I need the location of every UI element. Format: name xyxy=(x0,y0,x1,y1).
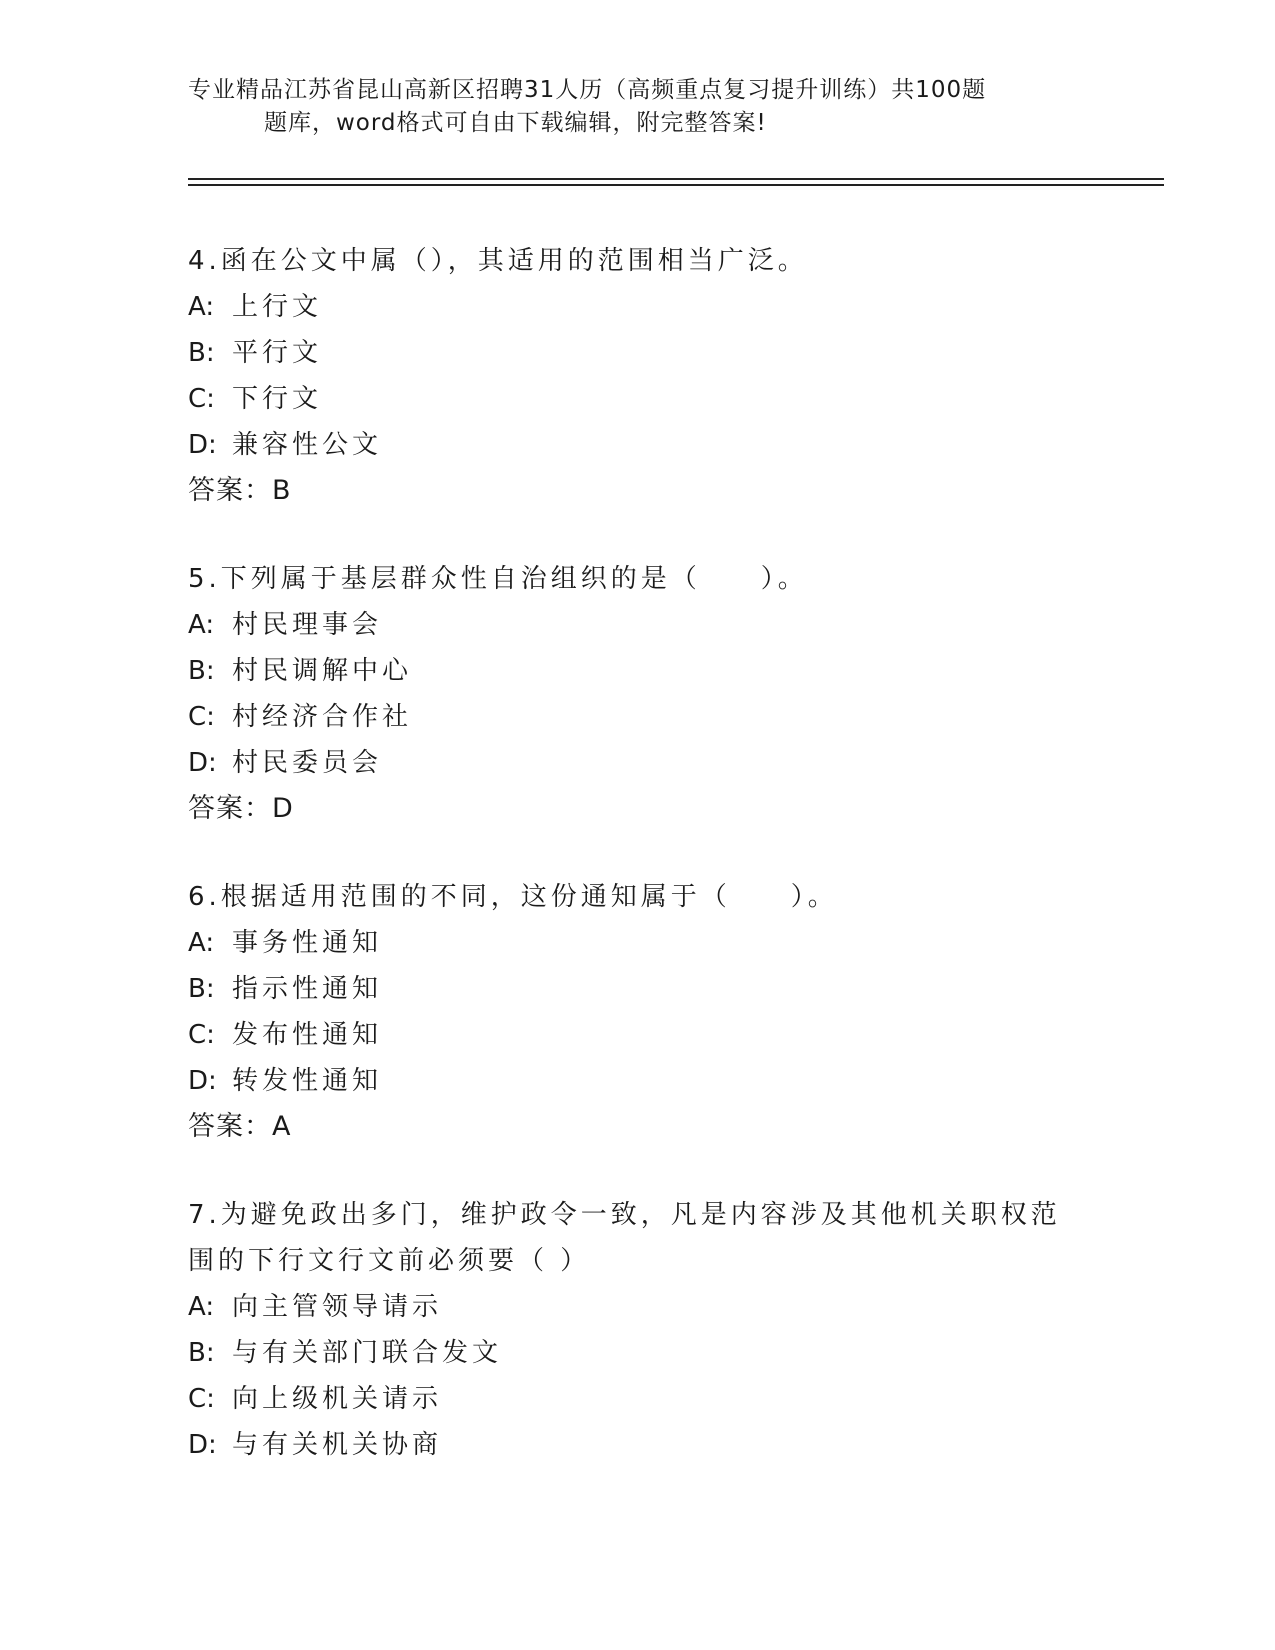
option-text: 村经济合作社 xyxy=(232,702,413,732)
option-key: D: xyxy=(188,748,217,778)
question-stem: 7.为避免政出多门，维护政令一致，凡是内容涉及其他机关职权范围的下行文行文前必须要（ ） xyxy=(188,1200,1061,1276)
option-a xyxy=(188,284,1088,330)
option-b xyxy=(188,1330,1088,1376)
option-b xyxy=(188,966,1088,1012)
title-line-1: 专业精品江苏省昆山高新区招聘31人历（高频重点复习提升训练）共100题 xyxy=(188,77,987,103)
option-key: B: xyxy=(188,1338,215,1368)
option-a xyxy=(188,1284,1088,1330)
option-a xyxy=(188,920,1088,966)
option-text: 村民理事会 xyxy=(232,610,383,640)
answer-line: 答案：A xyxy=(188,1111,292,1142)
option-d xyxy=(188,740,1088,786)
option-text: 向主管领导请示 xyxy=(232,1292,443,1322)
question-7 xyxy=(188,1192,1088,1468)
answer-line: 答案：D xyxy=(188,793,294,824)
question-5 xyxy=(188,556,1088,832)
header-divider-top xyxy=(188,178,1164,180)
option-key: D: xyxy=(188,1430,217,1460)
option-d xyxy=(188,1422,1088,1468)
option-text: 与有关部门联合发文 xyxy=(232,1338,503,1368)
option-key: C: xyxy=(188,1384,215,1414)
question-stem: 5.下列属于基层群众性自治组织的是（ ）。 xyxy=(188,564,808,594)
question-6 xyxy=(188,874,1088,1150)
answer-line: 答案：B xyxy=(188,475,292,506)
header-divider-bottom xyxy=(188,184,1164,186)
option-d xyxy=(188,422,1088,468)
option-text: 兼容性公文 xyxy=(232,430,383,460)
option-key: A: xyxy=(188,610,215,640)
option-key: B: xyxy=(188,656,215,686)
option-text: 平行文 xyxy=(232,338,323,368)
option-key: A: xyxy=(188,928,215,958)
question-stem: 6.根据适用范围的不同，这份通知属于（ ）。 xyxy=(188,882,838,912)
option-b xyxy=(188,330,1088,376)
option-key: A: xyxy=(188,292,215,322)
option-key: D: xyxy=(188,430,217,460)
option-key: B: xyxy=(188,338,215,368)
option-c xyxy=(188,694,1088,740)
option-text: 发布性通知 xyxy=(232,1020,383,1050)
document-title xyxy=(188,74,1068,140)
option-text: 村民调解中心 xyxy=(232,656,413,686)
question-list xyxy=(188,238,1088,1510)
option-text: 村民委员会 xyxy=(232,748,383,778)
option-text: 与有关机关协商 xyxy=(232,1430,443,1460)
option-a xyxy=(188,602,1088,648)
option-c xyxy=(188,376,1088,422)
option-key: A: xyxy=(188,1292,215,1322)
option-b xyxy=(188,648,1088,694)
option-key: B: xyxy=(188,974,215,1004)
option-text: 指示性通知 xyxy=(232,974,383,1004)
option-key: D: xyxy=(188,1066,217,1096)
option-c xyxy=(188,1012,1088,1058)
option-text: 事务性通知 xyxy=(232,928,383,958)
option-text: 向上级机关请示 xyxy=(232,1384,443,1414)
option-text: 转发性通知 xyxy=(232,1066,383,1096)
option-key: C: xyxy=(188,702,215,732)
option-key: C: xyxy=(188,1020,215,1050)
option-text: 下行文 xyxy=(232,384,323,414)
question-stem: 4.函在公文中属（），其适用的范围相当广泛。 xyxy=(188,246,808,276)
option-c xyxy=(188,1376,1088,1422)
option-text: 上行文 xyxy=(232,292,323,322)
option-d xyxy=(188,1058,1088,1104)
option-key: C: xyxy=(188,384,215,414)
question-4 xyxy=(188,238,1088,514)
title-line-2: 题库，word格式可自由下载编辑，附完整答案! xyxy=(264,110,767,136)
